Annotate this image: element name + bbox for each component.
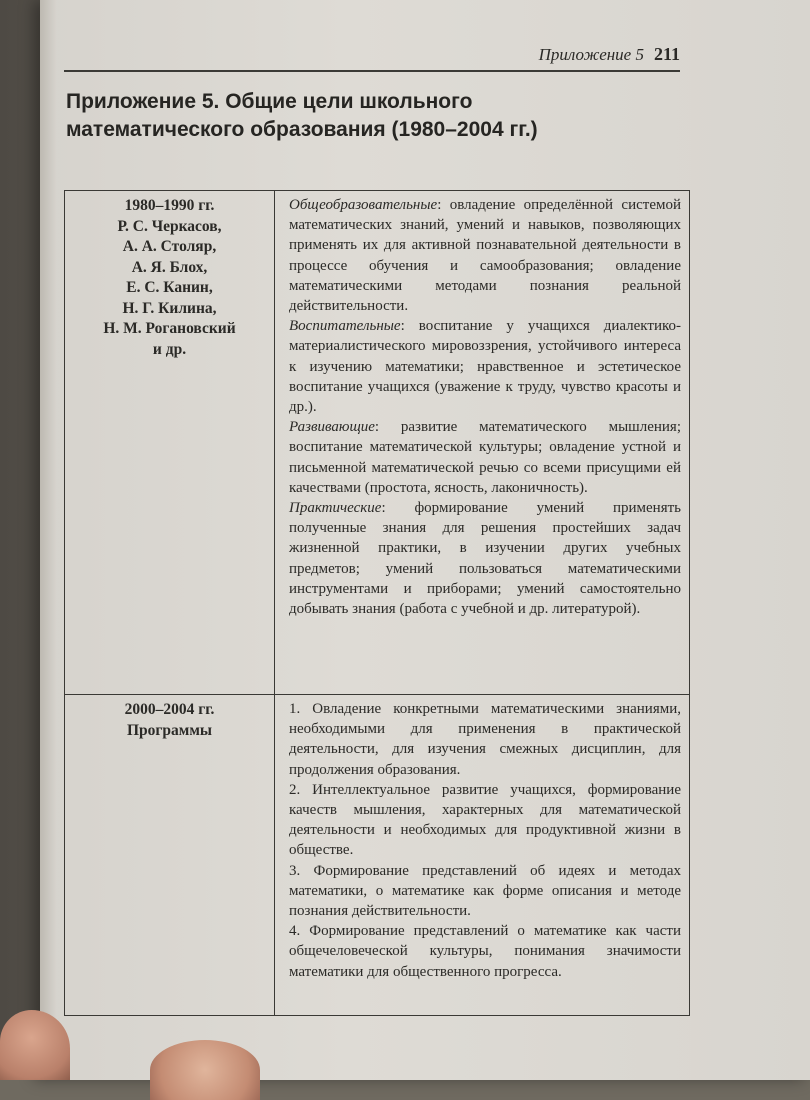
goal-text: 3. Формирование представлений об идеях и методах математики, о математике как форме описания и методе познания действительности. — [289, 862, 681, 920]
goal-paragraph — [289, 498, 681, 619]
goal-paragraph — [289, 780, 681, 861]
goal-text: 4. Формирование представлений о математике как части общечеловеческой культуры, понимания значимости математики для общественного прогресса. — [289, 923, 681, 980]
author-line: А. Я. Блох, — [131, 258, 208, 276]
goal-paragraph — [289, 861, 681, 922]
goal-lead: Развивающие — [289, 419, 375, 436]
goal-text: 2. Интеллектуальное развитие учащихся, формирование качеств мышления, характерных для математической деятельности и необходимых для продуктивной жизни в обществе. — [289, 781, 681, 859]
page-number: 211 — [653, 44, 680, 64]
author-line: Е. С. Канин, — [126, 279, 213, 296]
table-row — [65, 695, 689, 1015]
book-page — [40, 0, 810, 1080]
goal-lead: Общеобразовательные — [289, 197, 438, 213]
period-cell — [65, 695, 275, 1015]
goals-table — [64, 190, 690, 1016]
period-line: 2000–2004 гг. — [124, 701, 215, 718]
goals-cell — [275, 695, 689, 1015]
goal-paragraph — [289, 316, 681, 417]
title-line-2: математического образования (1980–2004 гг.) — [66, 118, 538, 141]
author-line: и др. — [152, 340, 187, 358]
author-line: Р. С. Черкасов, — [117, 217, 222, 235]
goal-lead: Воспитательные — [289, 318, 401, 335]
source-line: Программы — [126, 721, 213, 739]
period-cell — [65, 191, 275, 694]
goal-text: 1. Овладение конкретными математическими знаниями, необходимыми для применения в практической деятельности, для изучения смежных дисциплин, для продолжения образования. — [289, 701, 681, 778]
goal-paragraph — [289, 699, 681, 780]
table-row — [65, 191, 689, 695]
header-section: Приложение 5 — [538, 45, 644, 64]
author-line: Н. Г. Килина, — [122, 299, 217, 317]
author-line: А. А. Столяр, — [122, 238, 217, 255]
goal-text: : развитие математического мышления; воспитание математической культуры; овладение устной и письменной математической речью со всеми присущими ей качествами (простота, ясность, лаконичность). — [289, 419, 681, 496]
period-line: 1980–1990 гг. — [124, 197, 215, 214]
goal-lead: Практические — [289, 500, 382, 517]
goal-paragraph — [289, 195, 681, 316]
finger — [150, 1040, 260, 1100]
author-line: Н. М. Рогановский — [103, 320, 236, 337]
goal-text: : формирование умений применять полученные знания для решения простейших задач жизненной практики, в изучении других учебных предметов; умений пользоваться математическими инструментами и приборами; умений самостоятельно добывать знания (работа с учебной и др. литературой). — [289, 500, 681, 618]
goals-cell — [275, 191, 689, 694]
goal-paragraph — [289, 417, 681, 498]
page-gutter — [40, 0, 56, 1080]
goal-text: : воспитание у учащихся диалектико-материалистического мировоззрения, устойчивого интереса к изучению математики; нравственное и эстетическое воспитание учащихся (уважение к труду, чувство красоты и др.). — [289, 318, 681, 416]
goal-text: : овладение определённой системой математических знаний, умений и навыков, позволяющих применять их для активной познавательной деятельности в процессе обучения и самообразования; овладение математическими методами познания реальной действительности. — [289, 197, 681, 315]
title-line-1: Приложение 5. Общие цели школьного — [66, 90, 473, 113]
page-title — [66, 88, 666, 144]
running-header — [64, 44, 680, 72]
goal-paragraph — [289, 921, 681, 982]
